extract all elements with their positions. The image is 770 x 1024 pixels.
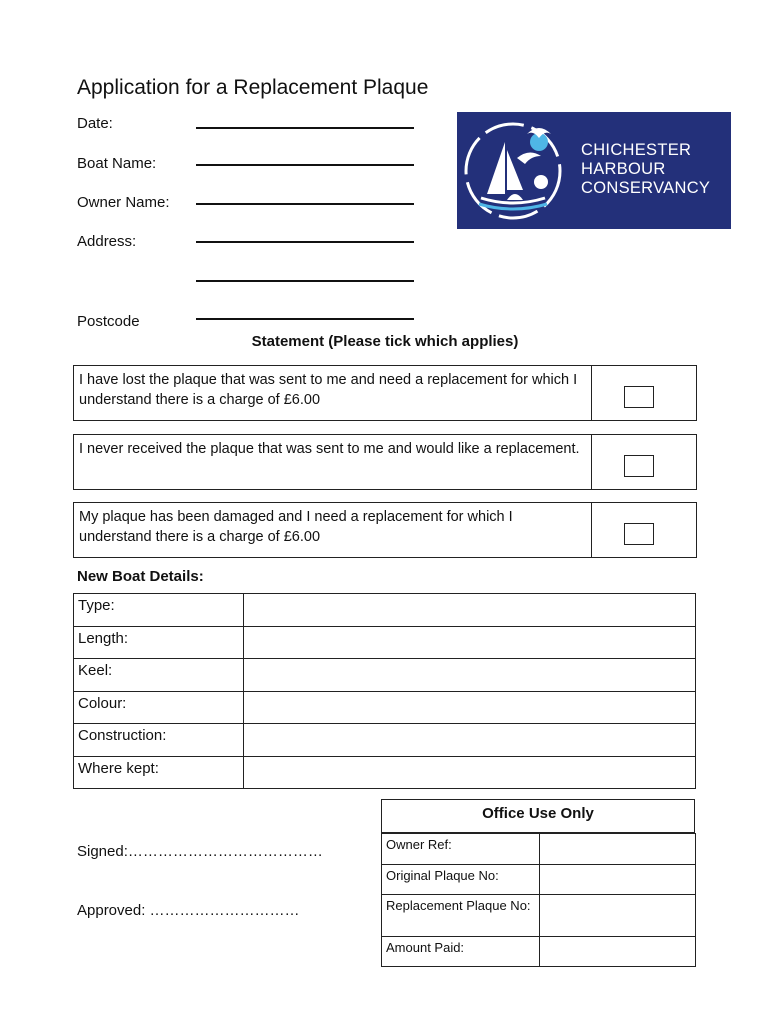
table-row — [382, 834, 696, 865]
date-field[interactable] — [196, 127, 414, 129]
office-use-heading: Office Use Only — [381, 799, 695, 833]
table-row — [382, 895, 696, 937]
original-plaque-input[interactable] — [540, 865, 696, 895]
table-row — [74, 724, 696, 757]
statement-option-text: I never received the plaque that was sent to me and would like a replacement. — [74, 435, 592, 489]
table-row — [74, 659, 696, 692]
keel-label: Keel: — [74, 659, 244, 692]
colour-label: Colour: — [74, 691, 244, 724]
statement-option-text: I have lost the plaque that was sent to me and need a replacement for which I understand there is a charge of £6.00 — [74, 366, 592, 420]
original-plaque-label: Original Plaque No: — [382, 865, 540, 895]
approved-field[interactable]: Approved: ………………………… — [77, 902, 300, 919]
statement-option-text: My plaque has been damaged and I need a replacement for which I understand there is a charge of £6.00 — [74, 503, 592, 557]
table-row — [74, 691, 696, 724]
keel-input[interactable] — [244, 659, 696, 692]
length-label: Length: — [74, 626, 244, 659]
replacement-plaque-label: Replacement Plaque No: — [382, 895, 540, 937]
postcode-field[interactable] — [196, 318, 414, 320]
address-field-line-1[interactable] — [196, 241, 414, 243]
table-row — [382, 937, 696, 967]
boat-name-field[interactable] — [196, 164, 414, 166]
office-use-table — [381, 833, 696, 967]
replacement-plaque-input[interactable] — [540, 895, 696, 937]
statement-option-lost — [73, 365, 697, 421]
length-input[interactable] — [244, 626, 696, 659]
table-row — [74, 626, 696, 659]
table-row — [74, 756, 696, 789]
table-row — [74, 594, 696, 627]
address-field-line-2[interactable] — [196, 280, 414, 282]
new-boat-details-table — [73, 593, 696, 789]
boat-name-label: Boat Name: — [77, 155, 157, 172]
tick-box-lost[interactable] — [624, 386, 654, 408]
logo-line-2: HARBOUR — [581, 160, 666, 178]
page-title: Application for a Replacement Plaque — [77, 76, 429, 99]
new-boat-details-heading: New Boat Details: — [77, 568, 204, 585]
signed-field[interactable]: Signed:………………………………… — [77, 843, 323, 860]
tick-box-damaged[interactable] — [624, 523, 654, 545]
construction-input[interactable] — [244, 724, 696, 757]
type-label: Type: — [74, 594, 244, 627]
logo-line-3: CONSERVANCY — [581, 179, 711, 197]
where-kept-input[interactable] — [244, 756, 696, 789]
amount-paid-input[interactable] — [540, 937, 696, 967]
type-input[interactable] — [244, 594, 696, 627]
logo-line-1: CHICHESTER — [581, 141, 692, 159]
postcode-label: Postcode — [77, 313, 140, 330]
logo-emblem-icon — [457, 112, 577, 229]
tick-box-never-received[interactable] — [624, 455, 654, 477]
date-label: Date: — [77, 115, 113, 132]
construction-label: Construction: — [74, 724, 244, 757]
table-row — [382, 865, 696, 895]
colour-input[interactable] — [244, 691, 696, 724]
amount-paid-label: Amount Paid: — [382, 937, 540, 967]
owner-ref-input[interactable] — [540, 834, 696, 865]
where-kept-label: Where kept: — [74, 756, 244, 789]
owner-name-label: Owner Name: — [77, 194, 170, 211]
statement-option-never-received — [73, 434, 697, 490]
owner-name-field[interactable] — [196, 203, 414, 205]
statement-heading: Statement (Please tick which applies) — [251, 333, 519, 350]
chichester-harbour-logo — [457, 112, 731, 229]
owner-ref-label: Owner Ref: — [382, 834, 540, 865]
address-label: Address: — [77, 233, 137, 250]
statement-option-damaged — [73, 502, 697, 558]
